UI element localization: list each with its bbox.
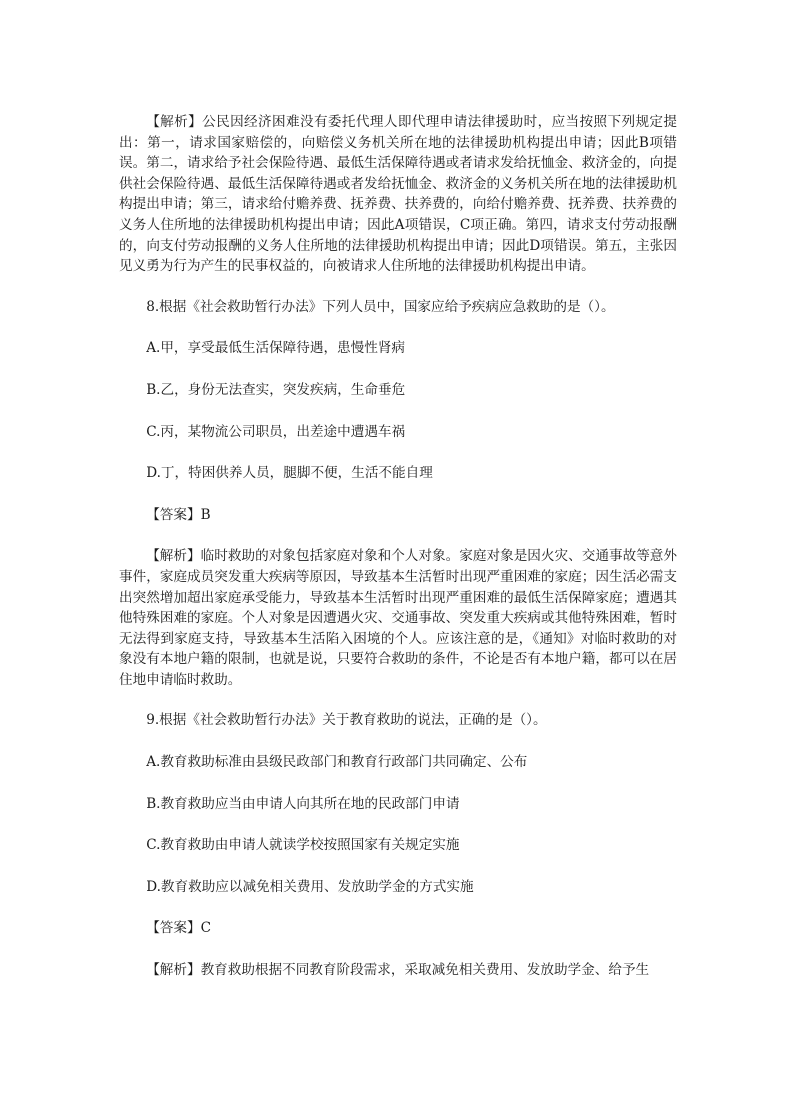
answer-value: B bbox=[200, 506, 211, 523]
question-9-option-d: D.教育救助应以减免相关费用、发放助学金的方式实施 bbox=[146, 878, 474, 895]
question-8-option-b: B.乙，身份无法查实，突发疾病，生命垂危 bbox=[146, 381, 406, 398]
analysis-paragraph-2 bbox=[119, 546, 677, 690]
question-8-option-d: D.丁，特困供养人员，腿脚不便，生活不能自理 bbox=[146, 465, 433, 482]
analysis-tag: 【解析】 bbox=[146, 548, 201, 565]
analysis-text: 教育救助根据不同教育阶段需求，采取减免相关费用、发放助学金、给予生 bbox=[200, 962, 650, 979]
question-9-option-b: B.教育救助应当由申请人向其所在地的民政部门申请 bbox=[146, 795, 460, 812]
question-8-stem: 8.根据《社会救助暂行办法》下列人员中，国家应给予疾病应急救助的是（）。 bbox=[146, 298, 615, 315]
analysis-paragraph-1 bbox=[119, 112, 677, 277]
question-9-answer bbox=[119, 918, 677, 939]
document-page bbox=[119, 112, 677, 981]
question-8-option-a: A.甲，享受最低生活保障待遇，患慢性肾病 bbox=[146, 340, 406, 357]
answer-value: C bbox=[200, 920, 211, 937]
analysis-tag: 【解析】 bbox=[146, 114, 203, 130]
answer-tag: 【答案】 bbox=[146, 506, 201, 523]
question-9-stem: 9.根据《社会救助暂行办法》关于教育救助的说法，正确的是（）。 bbox=[146, 712, 547, 729]
question-9-option-c: C.教育救助由申请人就读学校按照国家有关规定实施 bbox=[146, 837, 460, 854]
analysis-paragraph-3 bbox=[119, 960, 677, 981]
question-8-answer bbox=[119, 505, 677, 526]
question-8-option-c: C.丙，某物流公司职员，出差途中遭遇车祸 bbox=[146, 423, 406, 440]
question-9-option-a: A.教育救助标准由县级民政部门和教育行政部门共同确定、公布 bbox=[146, 754, 528, 771]
analysis-text: 公民因经济困难没有委托代理人即代理申请法律援助时，应当按照下列规定提出：第一，请求国家赔偿的，向赔偿义务机关所在地的法律援助机构提出申请；因此B项错误。第二，请求给予社会保险待遇、最低生活保障待遇或者请求发给抚恤金、救济金的，向提供社会保险待遇、最低生活保障待遇或者发给抚恤金、救济金的义务机关所在地的法律援助机构提出申请；第三，请求给付赡养费、抚养费、扶养费的，向给付赡养费、抚养费、扶养费的义务人住所地的法律援助机构提出申请；因此A项错误，C项正确。第四，请求支付劳动报酬的，向支付劳动报酬的义务人住所地的法律援助机构提出申请；因此D项错误。第五，主张因见义勇为行为产生的民事权益的，向被请求人住所地的法律援助机构提出申请。 bbox=[119, 114, 678, 275]
analysis-tag: 【解析】 bbox=[146, 962, 201, 979]
answer-tag: 【答案】 bbox=[146, 920, 201, 937]
analysis-text: 临时救助的对象包括家庭对象和个人对象。家庭对象是因火灾、交通事故等意外事件，家庭成员突发重大疾病等原因，导致基本生活暂时出现严重困难的家庭；因生活必需支出突然增加超出家庭承受能力，导致基本生活暂时出现严重困难的最低生活保障家庭；遭遇其他特殊困难的家庭。个人对象是因遭遇火灾、交通事故、突发重大疾病或其他特殊困难，暂时无法得到家庭支持，导致基本生活陷入困境的个人。应该注意的是，《通知》对临时救助的对象没有本地户籍的限制，也就是说，只要符合救助的条件，不论是否有本地户籍，都可以在居住地申请临时救助。 bbox=[119, 548, 678, 688]
